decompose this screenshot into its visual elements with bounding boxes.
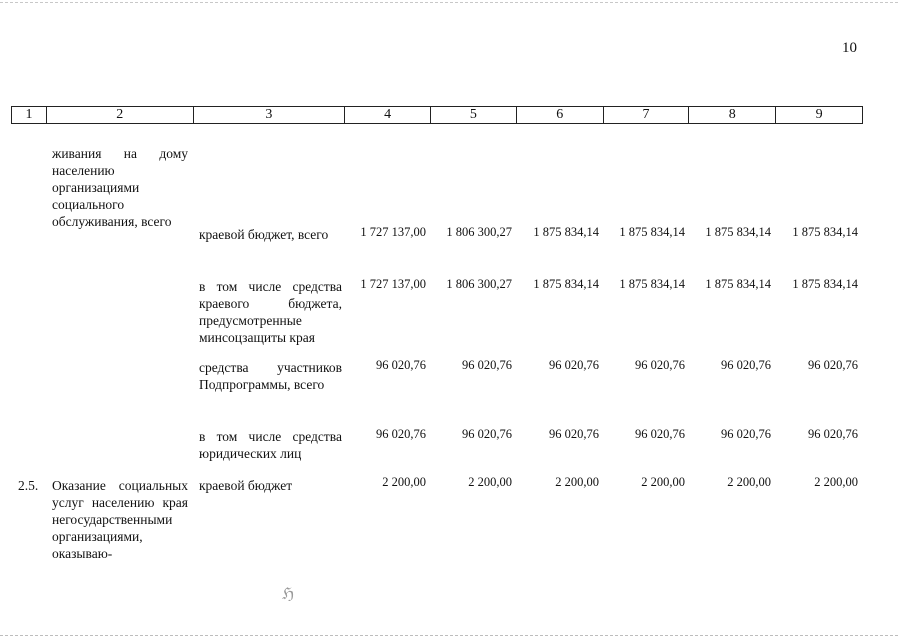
funding-1-col4: 1 727 137,00 bbox=[360, 225, 426, 239]
funding-1-col5: 1 806 300,27 bbox=[446, 225, 512, 239]
funding-2-col9: 1 875 834,14 bbox=[792, 277, 858, 291]
funding-4-col9: 96 020,76 bbox=[808, 427, 858, 441]
header-col-9: 9 bbox=[815, 107, 823, 122]
item-description: Оказание социальных услуг населению края негосударственными организациями, оказываю- bbox=[52, 478, 188, 561]
funding-3-col8: 96 020,76 bbox=[721, 358, 771, 372]
funding-source-4: в том числе средства юридических лиц bbox=[199, 429, 342, 461]
funding-1-col9: 1 875 834,14 bbox=[792, 225, 858, 239]
funding-source-3: средства участников Подпрограммы, всего bbox=[199, 360, 342, 392]
item-col4: 2 200,00 bbox=[382, 475, 426, 489]
item-funding-source: краевой бюджет bbox=[199, 478, 293, 493]
funding-3-col5: 96 020,76 bbox=[462, 358, 512, 372]
funding-4-col5: 96 020,76 bbox=[462, 427, 512, 441]
continuation-description: живания на дому населению организациями социального обслуживания, всего bbox=[52, 146, 188, 229]
item-col7: 2 200,00 bbox=[641, 475, 685, 489]
header-col-5: 5 bbox=[431, 107, 517, 123]
funding-2-col5: 1 806 300,27 bbox=[446, 277, 512, 291]
funding-3-col9: 96 020,76 bbox=[808, 358, 858, 372]
item-number: 2.5. bbox=[18, 478, 39, 493]
scan-edge-top bbox=[0, 2, 898, 3]
header-col-1: 1 bbox=[12, 107, 47, 123]
funding-source-2: в том числе средства краевого бюджета, предусмотренные минсоцзащиты края bbox=[199, 279, 342, 345]
item-col6: 2 200,00 bbox=[555, 475, 599, 489]
header-col-4: 4 bbox=[345, 107, 431, 123]
funding-4-col6: 96 020,76 bbox=[549, 427, 599, 441]
header-col-8: 8 bbox=[689, 107, 776, 123]
header-col-2: 2 bbox=[47, 107, 194, 123]
funding-3-col6: 96 020,76 bbox=[549, 358, 599, 372]
funding-2-col8: 1 875 834,14 bbox=[705, 277, 771, 291]
funding-1-col7: 1 875 834,14 bbox=[619, 225, 685, 239]
table-header-row bbox=[11, 106, 863, 124]
funding-3-col7: 96 020,76 bbox=[635, 358, 685, 372]
funding-4-col8: 96 020,76 bbox=[721, 427, 771, 441]
funding-1-col6: 1 875 834,14 bbox=[533, 225, 599, 239]
page-number: 10 bbox=[842, 40, 857, 56]
funding-1-col8: 1 875 834,14 bbox=[705, 225, 771, 239]
funding-3-col4: 96 020,76 bbox=[376, 358, 426, 372]
item-col5: 2 200,00 bbox=[468, 475, 512, 489]
funding-2-col7: 1 875 834,14 bbox=[619, 277, 685, 291]
scan-edge-bottom bbox=[0, 635, 898, 636]
header-col-7: 7 bbox=[604, 107, 690, 123]
funding-2-col6: 1 875 834,14 bbox=[533, 277, 599, 291]
header-col-6: 6 bbox=[517, 107, 604, 123]
item-col8: 2 200,00 bbox=[727, 475, 771, 489]
item-col9: 2 200,00 bbox=[814, 475, 858, 489]
header-col-3: 3 bbox=[194, 107, 346, 123]
funding-4-col4: 96 020,76 bbox=[376, 427, 426, 441]
funding-2-col4: 1 727 137,00 bbox=[360, 277, 426, 291]
funding-4-col7: 96 020,76 bbox=[635, 427, 685, 441]
funding-source-1: краевой бюджет, всего bbox=[199, 227, 329, 242]
scan-smudge: ℌ bbox=[282, 586, 295, 603]
